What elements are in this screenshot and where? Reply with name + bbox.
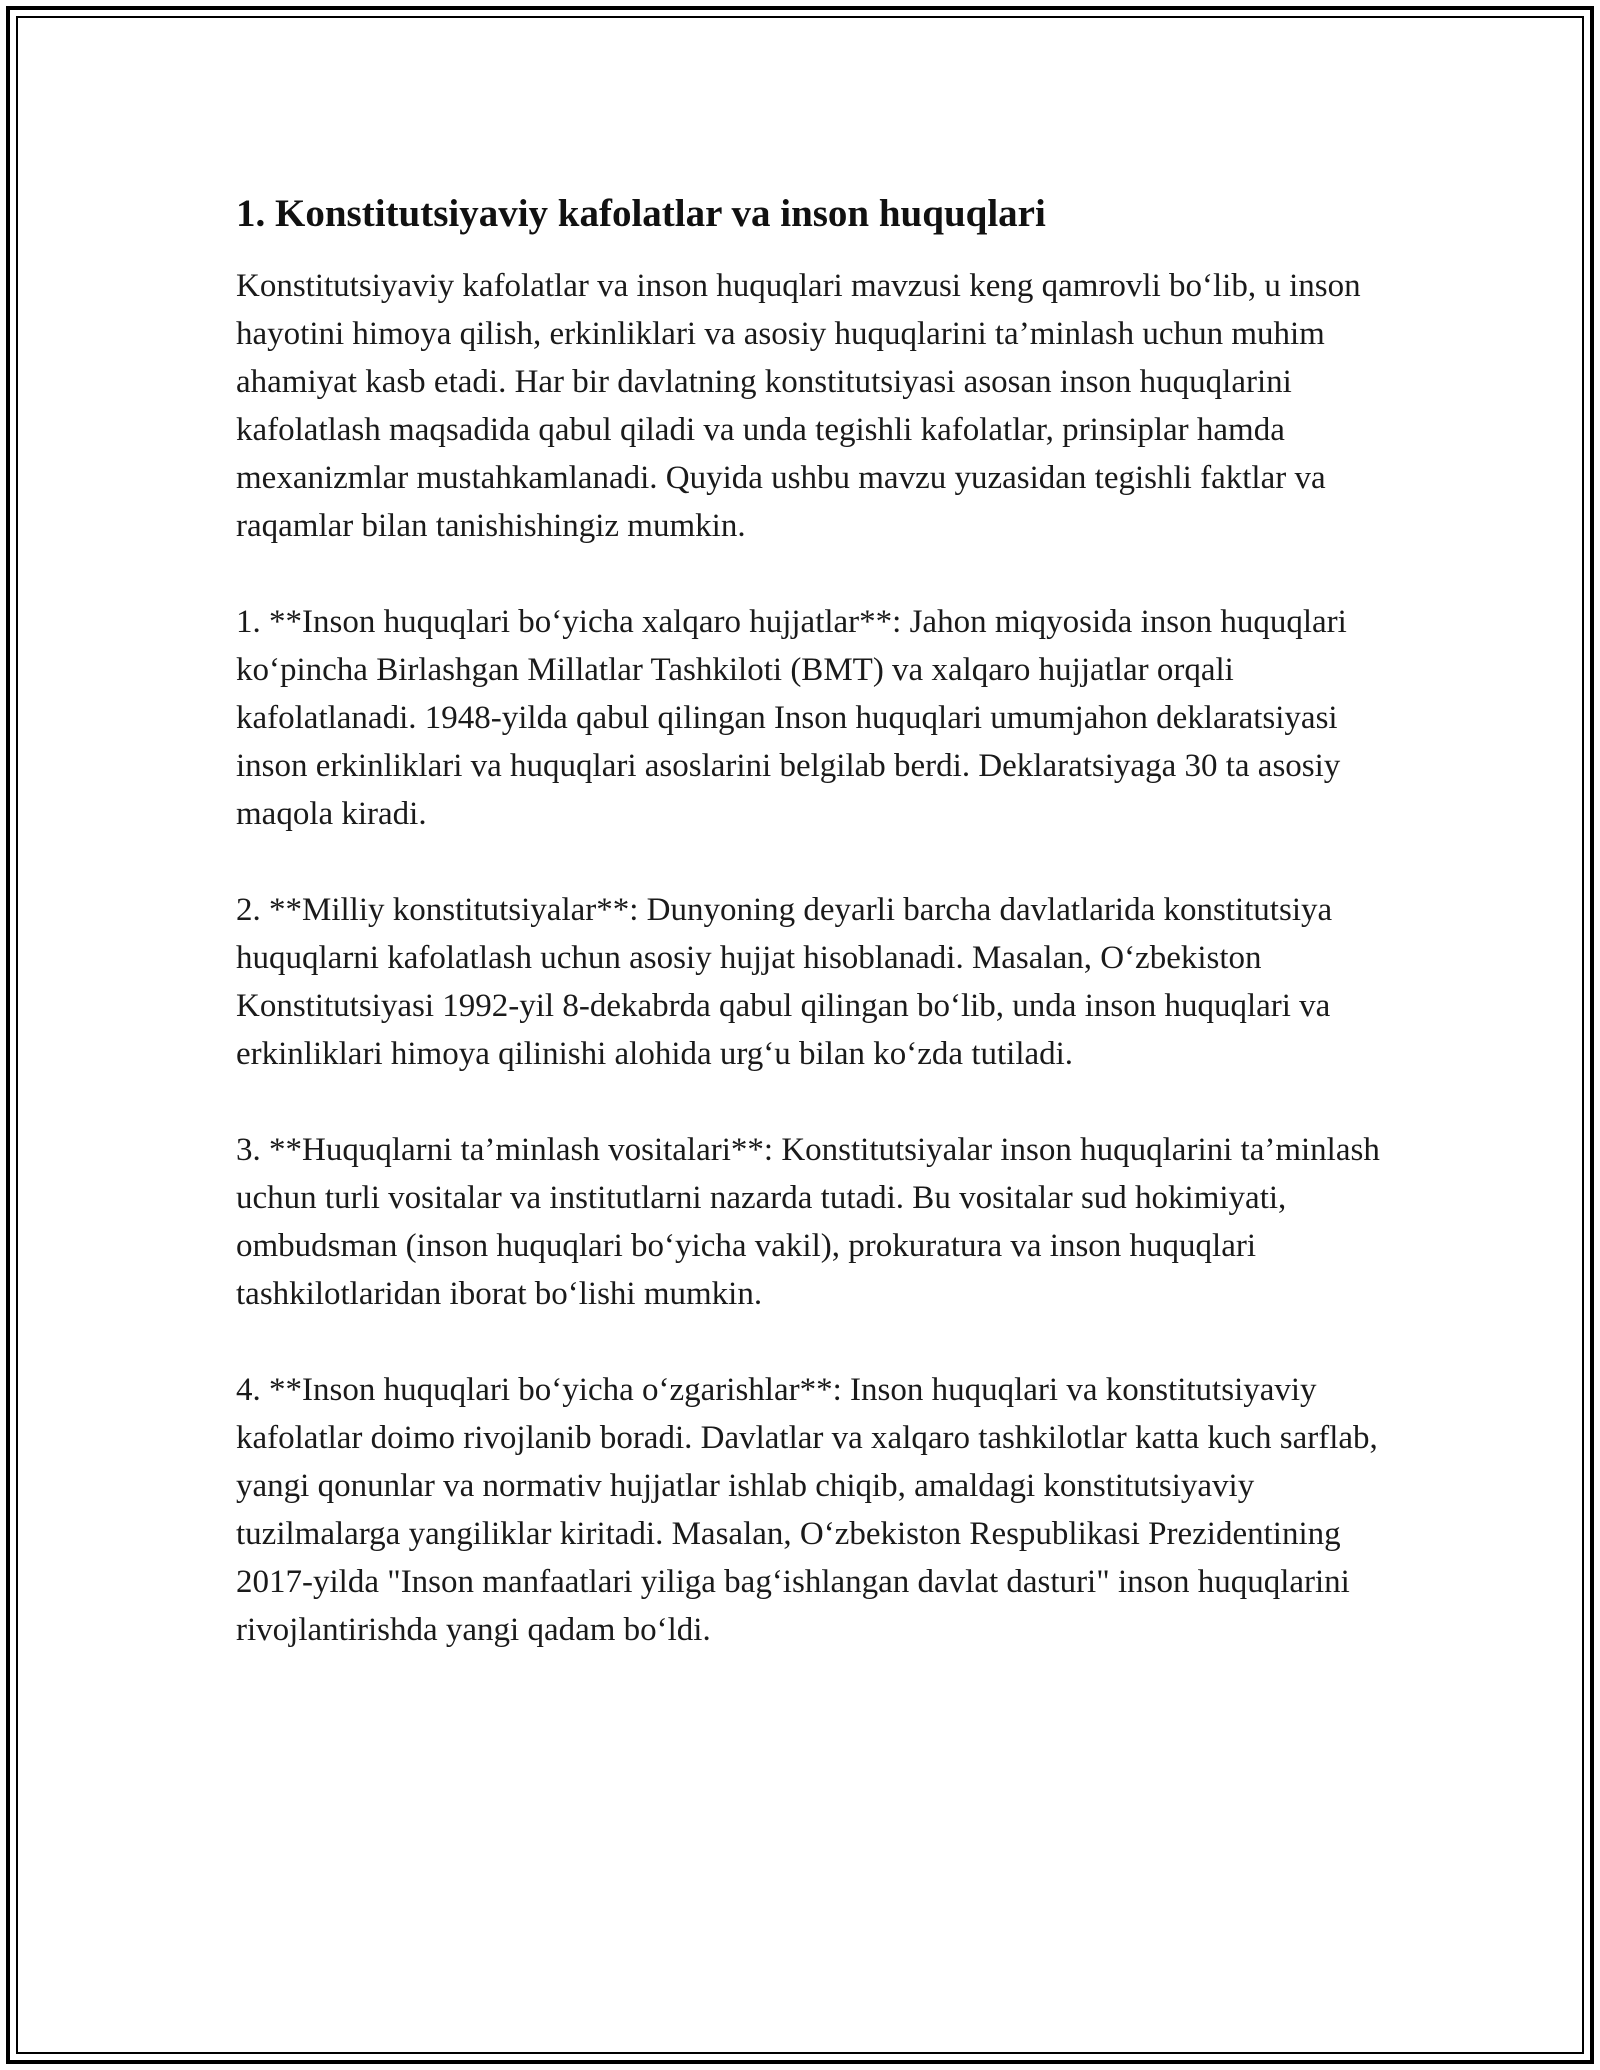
intro-paragraph: Konstitutsiyaviy kafolatlar va inson huquqlari mavzusi keng qamrovli bo‘lib, u inson hayotini himoya qilish, erkinliklari va asosiy huquqlarini ta’minlash uchun muhim ahamiyat kasb etadi. Har bir davlatning konstitutsiyasi asosan inson huquqlarini kafolatlash maqsadida qabul qiladi va unda tegishli kafolatlar, prinsiplar hamda mexanizmlar mustahkamlanadi. Quyida ushbu mavzu yuzasidan tegishli faktlar va raqamlar bilan tanishishingiz mumkin. xyxy=(236,268,1361,544)
paragraph-human-rights-changes: 4. **Inson huquqlari bo‘yicha o‘zgarishlar**: Inson huquqlari va konstitutsiyaviy kafolatlar doimo rivojlanib boradi. Davlatlar va xalqaro tashkilotlar katta kuch sarflab, yangi qonunlar va normativ hujjatlar ishlab chiqib, amaldagi konstitutsiyaviy tuzilmalarga yangiliklar kiritadi. Masalan, O‘zbekiston Respublikasi Prezidentining 2017-yilda "Inson manfaatlari yiliga bag‘ishlangan davlat dasturi" inson huquqlarini rivojlantirishda yangi qadam bo‘ldi. xyxy=(236,1372,1378,1648)
paragraph-international-documents: 1. **Inson huquqlari bo‘yicha xalqaro hujjatlar**: Jahon miqyosida inson huquqlari ko‘pincha Birlashgan Millatlar Tashkiloti (BMT) va xalqaro hujjatlar orqali kafolatlanadi. 1948-yilda qabul qilingan Inson huquqlari umumjahon deklaratsiyasi inson erkinliklari va huquqlari asoslarini belgilab berdi. Deklaratsiyaga 30 ta asosiy maqola kiradi. xyxy=(236,604,1347,832)
paragraph-rights-enforcement: 3. **Huquqlarni ta’minlash vositalari**: Konstitutsiyalar inson huquqlarini ta’minlash uchun turli vositalar va institutlarni nazarda tutadi. Bu vositalar sud hokimiyati, ombudsman (inson huquqlari bo‘yicha vakil), prokuratura va inson huquqlari tashkilotlaridan iborat bo‘lishi mumkin. xyxy=(236,1132,1380,1312)
paragraph-national-constitutions: 2. **Milliy konstitutsiyalar**: Dunyoning deyarli barcha davlatlarida konstitutsiya huquqlarni kafolatlash uchun asosiy hujjat hisoblanadi. Masalan, O‘zbekiston Konstitutsiyasi 1992-yil 8-dekabrda qabul qilingan bo‘lib, unda inson huquqlari va erkinliklari himoya qilinishi alohida urg‘u bilan ko‘zda tutiladi. xyxy=(236,892,1333,1072)
document-title: 1. Konstitutsiyaviy kafolatlar va inson huquqlari xyxy=(236,192,1046,235)
document-page xyxy=(236,188,1396,1702)
